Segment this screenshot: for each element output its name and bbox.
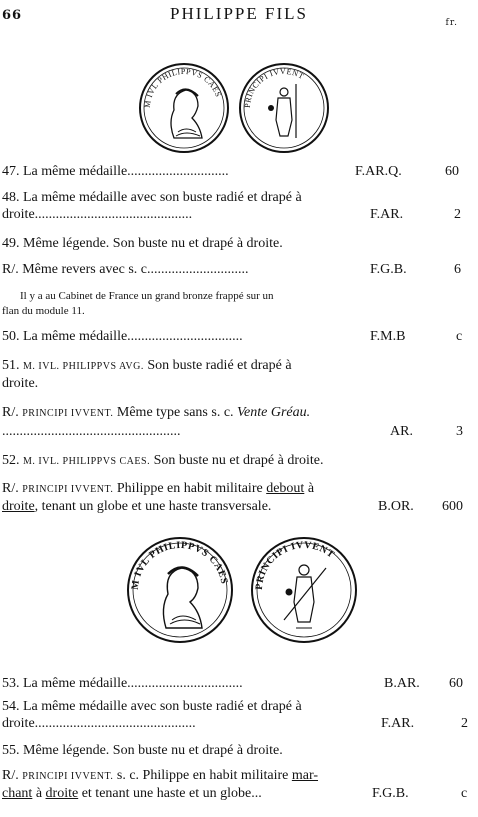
entry-52-reverse-line1 (2, 481, 314, 498)
entry-55-reverse-droite: droite (45, 786, 79, 801)
entry-52-reverse-desc2: , tenant un globe et une haste transversale. (34, 499, 272, 514)
reverse-mark: R/. (2, 481, 19, 496)
entry-52-number: 52. (2, 453, 20, 468)
corner-mark: fr. (445, 18, 458, 28)
entry-51-reverse-price: 3 (456, 424, 463, 439)
entry-50-ref: F.M.B (370, 329, 406, 344)
entry-48-line1: 48. La même médaille avec son buste radié et drapé à (2, 190, 302, 205)
entry-52-reverse-price: 600 (442, 499, 463, 514)
reverse-legend-top: PRINCIPI IVVENT (242, 66, 306, 109)
entry-49-reverse: R/. Même revers avec s. c............................. (2, 262, 249, 277)
entry-52-reverse-ref: B.OR. (378, 499, 414, 514)
entry-55-reverse-price: c (461, 786, 468, 801)
entry-55-reverse-a: à (32, 786, 46, 801)
entry-51-reverse-ref: AR. (390, 424, 413, 439)
entry-51-reverse-legend: PRINCIPI IVVENT. (22, 408, 114, 419)
coin-reverse-bottom (252, 538, 356, 642)
entry-48-price: 2 (454, 207, 461, 222)
entry-47: 47. La même médaille............................. (2, 164, 229, 179)
entry-53-price: 60 (449, 676, 463, 691)
entry-52-reverse-desc: Philippe en habit militaire (116, 481, 263, 496)
entry-55-reverse-ref: F.G.B. (372, 786, 409, 801)
page-title: PHILIPPE FILS (170, 4, 308, 23)
reverse-mark: R/. (2, 405, 19, 420)
entry-49-reverse-price: 6 (454, 262, 461, 277)
entry-51-line2: droite. (2, 376, 39, 391)
entry-49-note-line2: flan du module 11. (2, 305, 85, 317)
coin-reverse-top (240, 64, 328, 152)
entry-55-reverse-desc: s. c. Philippe en habit militaire (116, 768, 289, 783)
entry-55-reverse-mar: mar- (291, 768, 319, 783)
entry-47-ref: F.AR.Q. (355, 164, 402, 179)
entry-49: 49. Même légende. Son buste nu et drapé à droite. (2, 236, 283, 251)
entry-53: 53. La même médaille................................. (2, 676, 243, 691)
entry-51-number: 51. (2, 358, 20, 373)
coin-obverse-top (140, 64, 228, 152)
entry-55-reverse-legend: PRINCIPI IVVENT. (22, 771, 114, 782)
entry-53-ref: B.AR. (384, 676, 420, 691)
entry-51-reverse-line2: ................................................... (2, 424, 181, 439)
obverse-legend-top: M IVL PHILIPPVS CAES (142, 66, 224, 109)
coin-illustration-top (138, 62, 338, 154)
obverse-legend-bottom: M IVL PHILIPPVS CAES (129, 539, 230, 591)
entry-51-line1 (2, 358, 292, 375)
coin-obverse-bottom (128, 538, 232, 642)
entry-50-price: c (456, 329, 463, 344)
entry-55-reverse-chant: chant (2, 786, 33, 801)
entry-54-ref: F.AR. (381, 716, 415, 731)
entry-55-reverse-desc2: et tenant une haste et un globe... (78, 786, 262, 801)
entry-55: 55. Même légende. Son buste nu et drapé à droite. (2, 743, 283, 758)
entry-52-reverse-a: à (307, 481, 315, 496)
entry-51-reverse-desc: Même type sans s. c. (116, 405, 234, 420)
entry-54-line2: droite.............................................. (2, 716, 196, 731)
entry-47-price: 60 (445, 164, 459, 179)
entry-52 (2, 453, 323, 470)
entry-48-ref: F.AR. (370, 207, 404, 222)
entry-52-reverse-droite: droite (2, 499, 35, 514)
entry-52-reverse-debout: debout (266, 481, 305, 496)
entry-52-desc: Son buste nu et drapé à droite. (153, 453, 324, 468)
reverse-legend-bottom: PRINCIPI IVVENT (253, 539, 337, 591)
entry-51-legend: M. IVL. PHILIPPVS AVG. (23, 361, 144, 372)
entry-48-line2: droite............................................. (2, 207, 193, 222)
entry-51-reverse-source: Vente Gréau. (237, 405, 311, 420)
entry-54-line1: 54. La même médaille avec son buste radié et drapé à (2, 699, 302, 714)
entry-52-legend: M. IVL. PHILIPPVS CAES. (23, 456, 151, 467)
entry-49-reverse-ref: F.G.B. (370, 262, 407, 277)
coin-illustration-bottom (126, 536, 366, 644)
entry-52-reverse-legend: PRINCIPI IVVENT. (22, 484, 114, 495)
entry-54-price: 2 (461, 716, 468, 731)
entry-49-note-line1: Il y a au Cabinet de France un grand bronze frappé sur un (20, 290, 274, 302)
entry-51-desc: Son buste radié et drapé à (147, 358, 292, 373)
reverse-mark: R/. (2, 768, 19, 783)
entry-55-reverse-line1 (2, 768, 318, 785)
entry-50: 50. La même médaille................................. (2, 329, 243, 344)
entry-55-reverse-line2 (2, 786, 262, 802)
entry-52-reverse-line2 (2, 499, 271, 515)
page-number: 66 (2, 8, 23, 23)
entry-51-reverse-line1 (2, 405, 310, 422)
